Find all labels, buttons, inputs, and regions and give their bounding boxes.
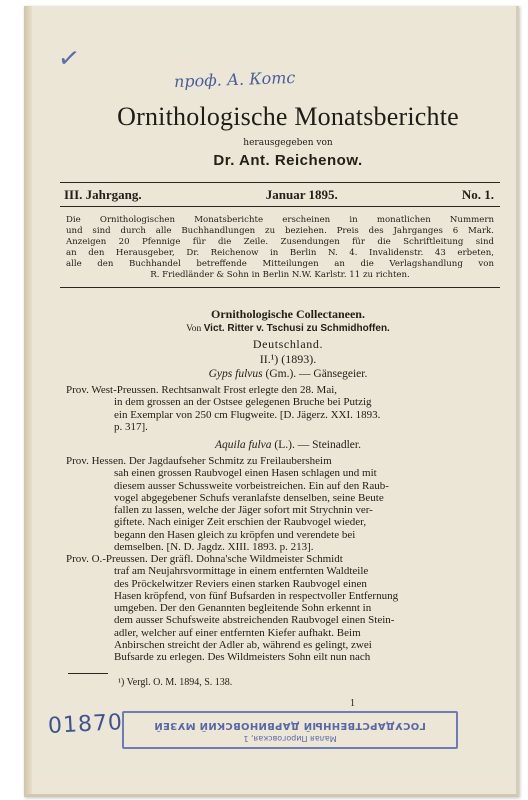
notice-line: alle den Buchhandel betreffende Mitteilungen an die Verlagshandlung von xyxy=(66,259,494,269)
species-latin: Gyps fulvus xyxy=(208,368,263,380)
entry-line: umgeben. Der den Genannten begleitende Sohn erkennt in xyxy=(114,602,372,615)
entry-line: vogel abgegebener Schufs veranlafste denselben, seine Beute xyxy=(114,491,384,504)
entry-line: adler, welcher auf einer entfernten Kiefer aufhakt. Beim xyxy=(114,626,361,639)
pencil-checkmark: ✓ xyxy=(56,42,82,76)
entry-line: fallen zu lassen, welche der Jäger sofort mit Strychnin ver- xyxy=(114,504,373,517)
footnote-rule xyxy=(68,673,108,674)
species-heading xyxy=(68,439,508,451)
author-name: Vict. Ritter v. Tschusi zu Schmidhoffen. xyxy=(203,323,390,334)
entry-line: dem ausser Schufsweite abstreichenden Raubvogel einen Stein- xyxy=(114,614,395,627)
entry-line: in dem grossen an der Ostsee gelegenen Bruche bei Putzig xyxy=(114,396,372,409)
stamp-address: Малая Пироговская, 1 xyxy=(243,734,337,743)
species-common: (Gm.). — Gänsegeier. xyxy=(265,368,368,380)
entry-line: p. 317]. xyxy=(114,420,148,433)
volume-label: III. Jahrgang. xyxy=(64,187,142,202)
editor-name: Dr. Ant. Reichenow. xyxy=(213,152,363,169)
issue-info-row xyxy=(64,187,494,203)
record-entry xyxy=(66,553,506,664)
editor-label: herausgegeben von xyxy=(243,138,333,148)
record-entry xyxy=(66,455,506,553)
record-entry xyxy=(66,384,506,433)
museum-stamp xyxy=(122,711,458,749)
notice-line: Die Ornithologischen Monatsberichte erscheinen in monatlichen Nummern xyxy=(66,215,494,225)
entry-line: Bufsarde zu erlegen. Des Wildmeisters Sohn eilt nun nach xyxy=(114,651,371,664)
subscription-notice xyxy=(66,215,494,281)
article-author xyxy=(68,323,508,334)
entry-line: begann den Hasen gleich zu kröpfen und verendete bei xyxy=(114,528,356,541)
notice-line: und sind durch alle Buchhandlungen zu beziehen. Preis des Jahrganges 6 Mark. xyxy=(66,226,494,236)
notice-line: Anzeigen 20 Pfennige für die Zeile. Zusendungen für die Schriftleitung sind xyxy=(66,237,494,247)
article-title: Ornithologische Collectaneen. xyxy=(211,307,365,321)
entry-line: des Pröckelwitzer Reviers einen starken Raubvogel einen xyxy=(114,577,367,590)
entry-line: Prov. O.-Preussen. Der gräfl. Dohna'sche Wildmeister Schmidt xyxy=(66,553,343,565)
entry-line: demselben. [N. D. Jagdz. XIII. 1893. p. 213]. xyxy=(114,541,314,554)
entry-line: traf am Neujahrsvormittage in einem entfernten Waldteile xyxy=(114,565,369,578)
part-heading: II.¹) (1893). xyxy=(259,352,317,366)
species-heading xyxy=(68,368,508,380)
handwritten-note: проф. А. Котс xyxy=(173,67,296,92)
entry-line: Hasen kröpfend, von fünf Bufsarden in respectvoller Entfernung xyxy=(114,589,399,602)
issue-date: Januar 1895. xyxy=(265,187,338,202)
issue-number: No. 1. xyxy=(461,187,494,202)
entry-line: ein Exemplar von 250 cm Flugweite. [D. Jägerz. XXI. 1893. xyxy=(114,408,381,421)
footnote: ¹) Vergl. O. M. 1894, S. 138. xyxy=(118,677,233,688)
entry-line: Prov. Hessen. Der Jagdaufseher Schmitz zu Freilaubersheim xyxy=(66,455,332,467)
entry-line: Prov. West-Preussen. Rechtsanwalt Frost erlegte den 28. Mai, xyxy=(66,384,338,396)
header-rule-top xyxy=(60,182,500,183)
notice-line: an den Herausgeber, Dr. Reichenow in Berlin N. 4. Invalidenstr. 43 erbeten, xyxy=(66,248,494,258)
header-rule-bottom xyxy=(60,206,500,207)
document-page xyxy=(24,6,519,797)
page-spine xyxy=(24,6,32,794)
journal-title: Ornithologische Monatsberichte xyxy=(117,102,459,131)
stamp-museum-name: ГОСУДАРСТВЕННЫЙ ДАРВИНОВСКИЙ МУЗЕЙ xyxy=(154,720,426,731)
page-number: 1 xyxy=(350,698,355,709)
species-common: (L.). — Steinadler. xyxy=(274,439,361,451)
entry-line: sah einen grossen Raubvogel einen Hasen schlagen und mit xyxy=(114,467,377,480)
inventory-number: 01870 xyxy=(47,710,124,739)
author-prefix: Von xyxy=(186,324,202,334)
species-latin: Aquila fulva xyxy=(215,439,272,451)
entry-line: diesem ausser Schussweite vorbeistreichen. Ein auf den Raub- xyxy=(114,479,389,492)
notice-rule xyxy=(60,287,500,288)
entry-line: Anbirschen streicht der Adler ab, während es gelingt, zwei xyxy=(114,639,372,652)
region-heading: Deutschland. xyxy=(252,337,324,351)
notice-line: R. Friedländer & Sohn in Berlin N.W. Karlstr. 11 zu richten. xyxy=(150,270,410,280)
entry-line: giftete. Nach einiger Zeit erschien der Raubvogel wieder, xyxy=(114,516,367,529)
